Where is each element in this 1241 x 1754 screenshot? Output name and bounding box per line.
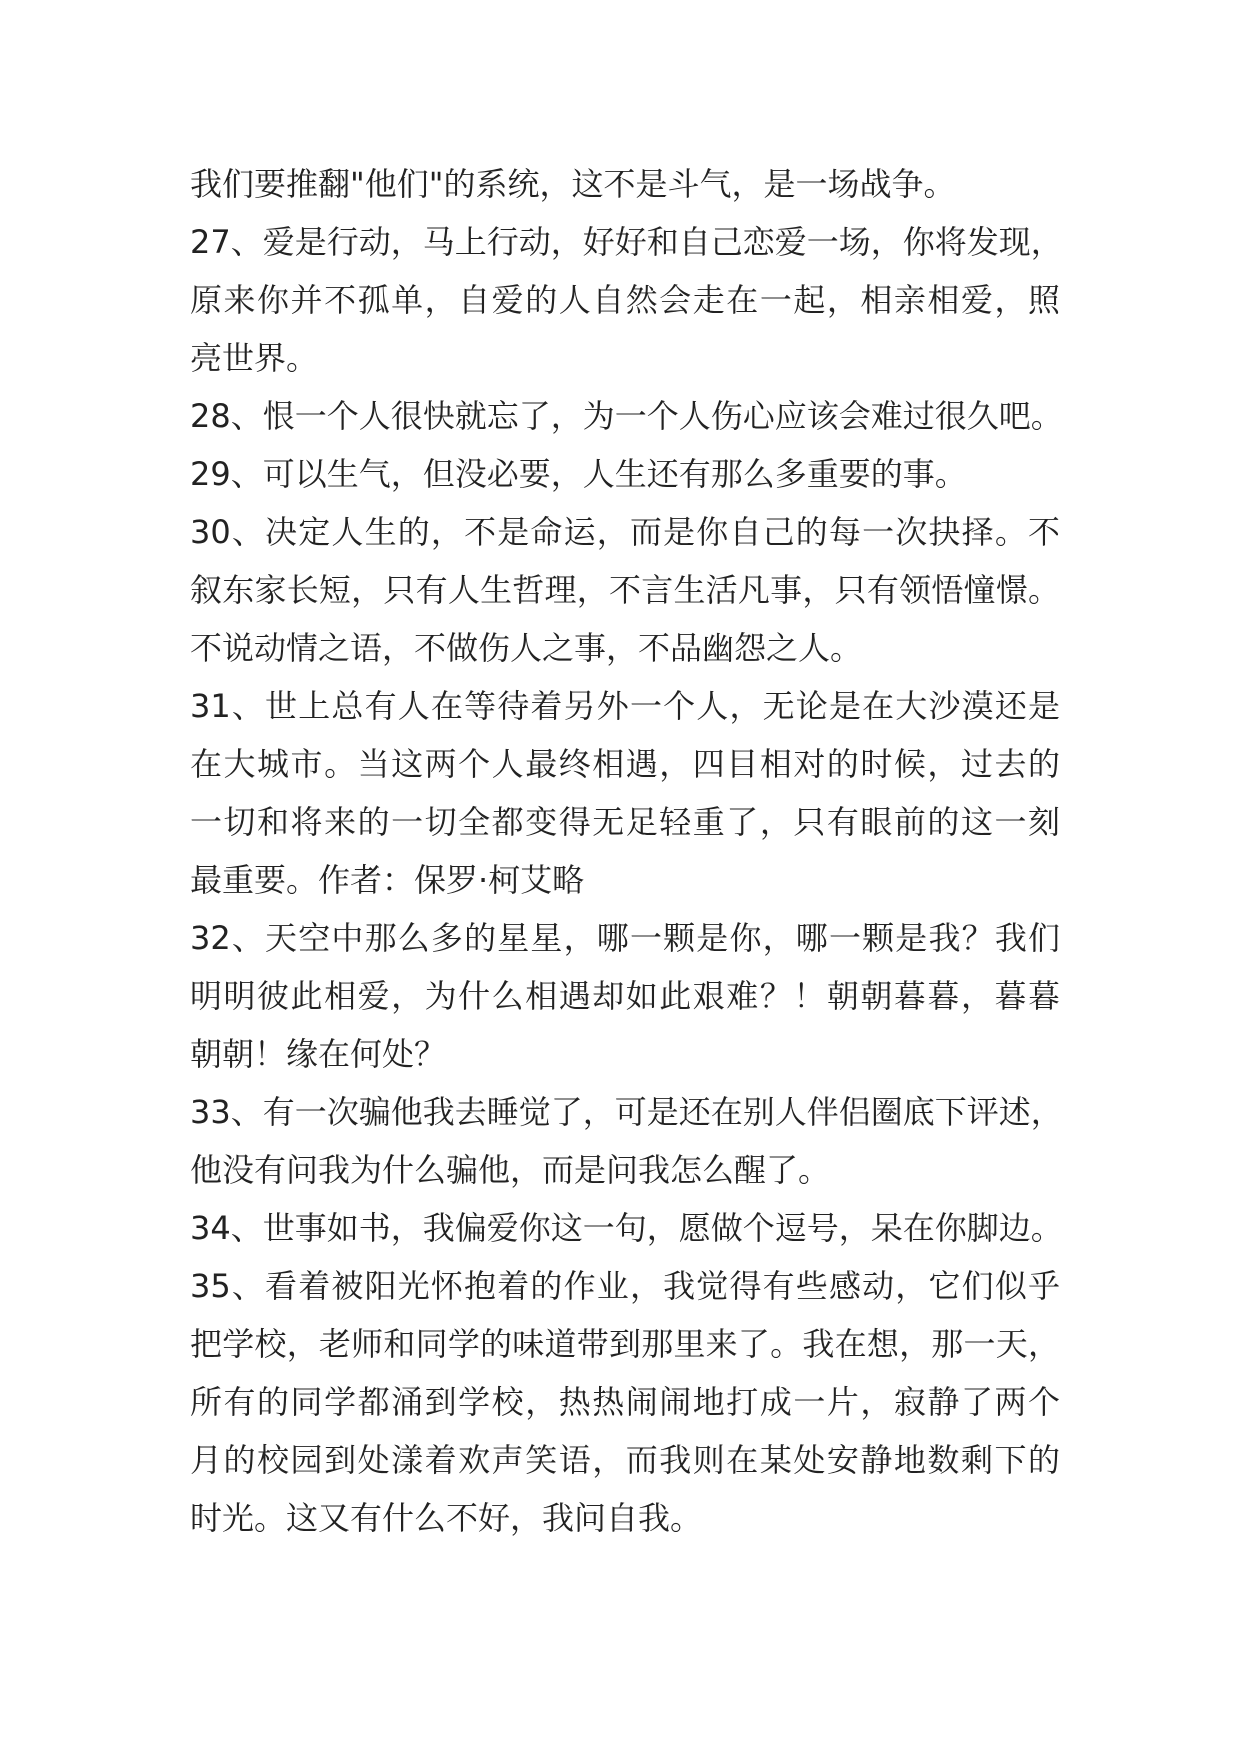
text-line: 原来你并不孤单，自爱的人自然会走在一起，相亲相爱，照 [190, 281, 1060, 319]
text-line: 月的校园到处漾着欢声笑语，而我则在某处安静地数剩下的 [190, 1441, 1060, 1479]
text-line: 29、可以生气，但没必要，人生还有那么多重要的事。 [190, 455, 967, 493]
text-line: 35、看着被阳光怀抱着的作业，我觉得有些感动，它们似乎 [190, 1267, 1060, 1305]
text-line: 27、爱是行动，马上行动，好好和自己恋爱一场，你将发现， [190, 223, 1063, 261]
text-line: 所有的同学都涌到学校，热热闹闹地打成一片，寂静了两个 [190, 1383, 1060, 1421]
text-line: 他没有问我为什么骗他，而是问我怎么醒了。 [190, 1151, 831, 1189]
text-line: 明明彼此相爱，为什么相遇却如此艰难？！朝朝暮暮，暮暮 [190, 977, 1060, 1015]
text-line: 30、决定人生的，不是命运，而是你自己的每一次抉择。不 [190, 513, 1060, 551]
text-line: 28、恨一个人很快就忘了，为一个人伤心应该会难过很久吧。 [190, 397, 1063, 435]
document-body [190, 155, 1063, 1547]
text-line: 31、世上总有人在等待着另外一个人，无论是在大沙漠还是 [190, 687, 1060, 725]
text-line: 34、世事如书，我偏爱你这一句，愿做个逗号，呆在你脚边。 [190, 1209, 1063, 1247]
text-line: 时光。这又有什么不好，我问自我。 [190, 1499, 703, 1537]
text-line: 朝朝！缘在何处？ [190, 1035, 447, 1073]
text-line: 我们要推翻"他们"的系统，这不是斗气，是一场战争。 [190, 165, 956, 203]
text-line: 33、有一次骗他我去睡觉了，可是还在别人伴侣圈底下评述， [190, 1093, 1063, 1131]
text-line: 32、天空中那么多的星星，哪一颗是你，哪一颗是我？我们 [190, 919, 1060, 957]
text-line: 最重要。作者：保罗·柯艾略 [190, 861, 585, 899]
text-line: 一切和将来的一切全都变得无足轻重了，只有眼前的这一刻 [190, 803, 1060, 841]
text-line: 把学校，老师和同学的味道带到那里来了。我在想，那一天， [190, 1325, 1060, 1363]
text-line: 叙东家长短，只有人生哲理，不言生活凡事，只有领悟憧憬。 [190, 571, 1060, 609]
text-line: 在大城市。当这两个人最终相遇，四目相对的时候，过去的 [190, 745, 1060, 783]
text-line: 亮世界。 [190, 339, 319, 377]
text-line: 不说动情之语，不做伤人之事，不品幽怨之人。 [190, 629, 863, 667]
